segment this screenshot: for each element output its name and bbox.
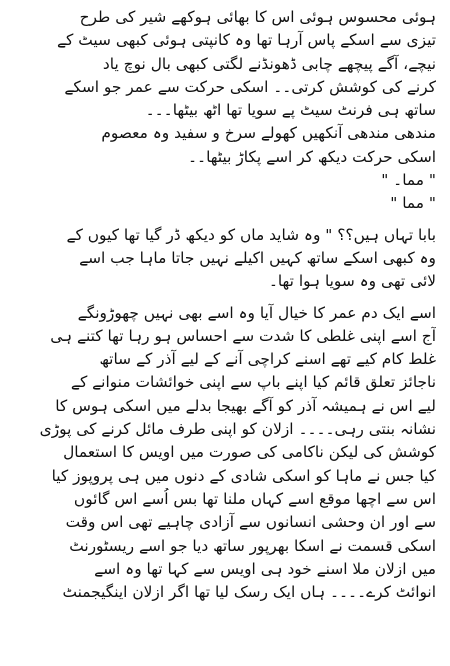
text-line: اسکی حرکت دیکھ کر اسے پکاڑ بیٹھا۔۔ [188, 147, 436, 166]
text-line: وہ کبھی اسکے ساتھ کہیں اکیلے نہیں جاتا ماہا جب اسے [79, 248, 436, 267]
paragraph-2 [12, 224, 436, 294]
paragraph-gap [12, 216, 436, 224]
text-line: بابا تہاں ہیں؟؟ " وہ شاید ماں کو دیکھ ڈر گیا تھا کیوں کے [66, 225, 436, 244]
text-line: تیزی سے اسکے پاس آرہا تھا وہ کانپتی ہوئی کبھی سیٹ کے [57, 31, 436, 50]
text-line: کرنے کی کوشش کرتی۔۔ اسکی حرکت سے عمر جو اسکے [64, 77, 436, 96]
text-line: سے اور ان وحشی انسانوں سے آزادی چاہیے تھی اس وقت [65, 513, 436, 532]
paragraph-1 [12, 6, 436, 216]
text-line: مندھی مندھی آنکھیں کھولے سرخ و سفید وہ معصوم [101, 124, 436, 143]
text-line: ناجائز تعلق قائم کیا اپنے باپ سے اپنی خوائشات منوانے کے [70, 373, 436, 392]
dialogue-line: " مما " [390, 194, 436, 213]
text-line: ہوئی محسوس ہوئی اس کا بھائی ہوکھے شیر کی طرح [79, 8, 436, 26]
text-line: غلط کام کیے تھے اسنے کراچی آنے کے لیے آذر کے ساتھ [99, 350, 436, 369]
text-line: ساتھ ہی فرنٹ سیٹ پے سویا تھا اٹھ بیٹھا۔۔۔ [145, 101, 436, 120]
text-line: نشانہ بنتی رہی۔۔۔۔ ازلان کو اپنی طرف مائل کرنے کی پوڑی [39, 420, 436, 439]
text-line: اس سے اچھا موقع اسے کہاں ملنا تھا بس اُسے اس گائوں [73, 489, 436, 508]
text-line: میں ازلان ملا اسنے خود ہی اویس سے کہا تھا وہ اسے [94, 559, 436, 578]
text-line: لیے اس نے ہمیشہ آذر کو آگے بھیجا بدلے میں اسکی ہوس کا [55, 396, 436, 415]
dialogue-line: " مما۔ " [381, 171, 436, 190]
text-line: نیچے، آگے پیچھے چابی ڈھونڈنے لگتی کبھی بال نوچ یاد [102, 54, 436, 73]
text-line: انوائٹ کرے۔۔۔۔ ہاں ایک رسک لیا تھا اگر ازلان اینگیجمنٹ [62, 583, 436, 602]
text-line: اسکی قسمت نے اسکا بھرپور ساتھ دیا جو اسے ریسٹورنٹ [69, 536, 436, 555]
paragraph-3 [12, 302, 436, 605]
text-line: اسے ایک دم عمر کا خیال آیا وہ اسے بھی نہیں چھوڑونگے [77, 303, 436, 322]
text-line: کوشش کی لیکن ناکامی کی صورت میں اویس کا استعمال [63, 443, 436, 462]
text-line: لائی تھی وہ سویا ہوا تھا۔ [268, 272, 436, 291]
paragraph-gap [12, 294, 436, 302]
text-line: آج اسے اپنی غلطی کا شدت سے احساس ہو رہا تھا کتنے ہی [50, 326, 436, 345]
text-line: کیا جس نے ماہا کو اسکی شادی کے دنوں میں ہی پروپوز کیا [51, 466, 436, 485]
